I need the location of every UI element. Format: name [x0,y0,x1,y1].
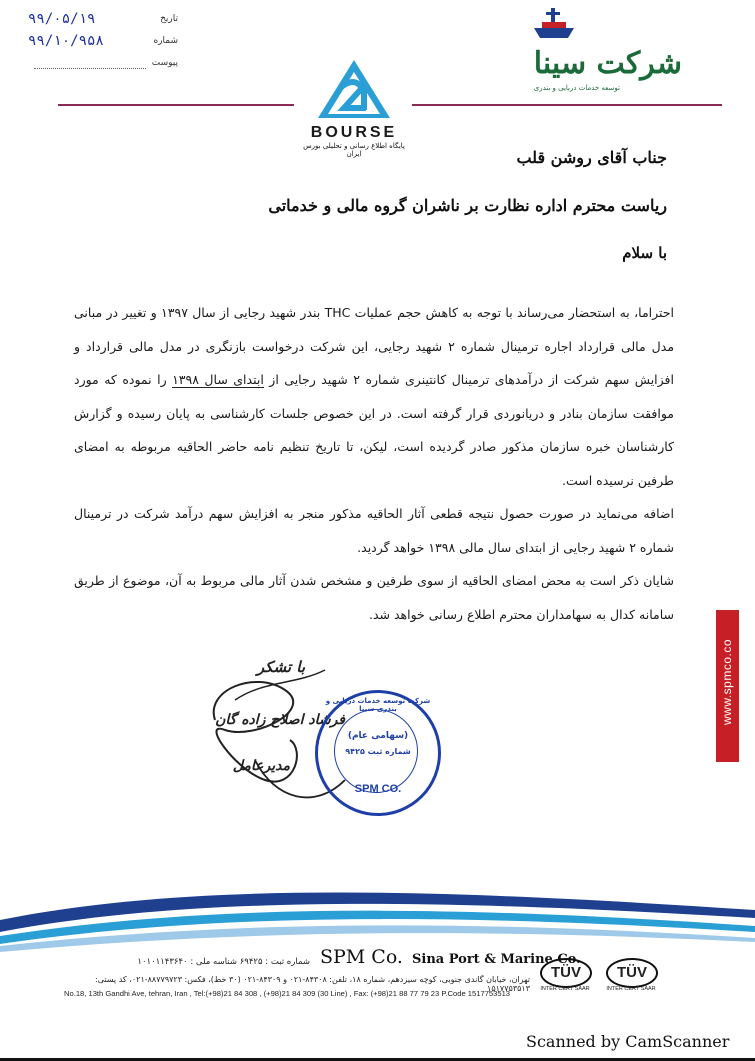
stamp-code: SPM CO. [354,783,402,795]
stamp-reg: شماره ثبت ۹۴۲۵ [345,747,411,756]
company-subtitle: توسعه خدمات دریایی و بندری [533,84,620,92]
tuv-cert-1-mark: TÜV [540,958,592,988]
tuv-cert-1-sub: INTER CERT SAAR [540,986,590,992]
paragraph-1 [74,296,674,497]
addressee-title: ریاست محترم اداره نظارت بر ناشران گروه مالی و خدماتی [268,196,667,215]
footer-registration: شماره ثبت : ۶۹۴۲۵ شناسه ملی : ۱۰۱۰۱۱۴۳۶۴۰ [137,957,310,967]
underlined-date: ابتدای سال ۱۳۹۸ [172,372,264,387]
attachment-row [28,52,178,74]
signatory-name: فرشاد اصلاح زاده گان [215,712,345,728]
tuv-cert-2 [606,958,658,1000]
attachment-label: پیوست [151,58,178,68]
paragraph-3: شایان ذکر است به محض امضای الحاقیه از سوی طرفین و مشخص شدن آثار مالی مربوط به آن، موضوع از طریق سامانه کدال به سهامداران محترم اطلاع رسانی خواهد شد. [74,573,674,622]
date-label: تاریخ [160,14,178,24]
stamp-ring-text: شرکت توسعه خدمات دریایی و بندری سینا [325,697,431,713]
company-name: شرکت سینا [533,46,682,81]
bourse-word: BOURSE [310,124,398,141]
bourse-logo [296,58,412,158]
letter-meta [28,8,178,74]
footer-address-en: No.18, 13th Gandhi Ave, tehran, Iran , Tel:(+98)21 84 308 , (+98)21 84 309 (30 Line) , Fax: (+98)21 88 77 79 23 P.Code 1517753513 [64,989,511,998]
signature-closing: با تشکر [256,658,305,676]
stamp-type: (سهامی عام) [347,731,409,741]
footer-company-name: Sina Port & Marine Co. [412,952,581,967]
tuv-cert-2-sub: INTER CERT SAAR [606,986,656,992]
tuv-cert-2-mark: TÜV [606,958,658,988]
company-stamp [315,690,441,816]
paragraph-1-part-a: احتراما، به استحضار می‌رساند با توجه به کاهش حجم عملیات THC بندر شهید رجایی از سال ۱۳۹۷ و تغییر در مبانی مدل مالی قرارداد اجاره ترمینال شماره ۲ شهید رجایی، این شرکت درخواست بازنگری در مدل مالی قرارداد و افزایش سهم شرکت از درآمدهای ترمینال کانتینری شماره ۲ شهید رجایی از [74,305,675,387]
addressee-name: جناب آقای روشن قلب [516,148,667,167]
scanner-watermark: Scanned by CamScanner [526,1032,730,1051]
number-label: شماره [153,36,178,46]
bourse-mark-icon [314,58,394,120]
letter-body [74,296,674,631]
tuv-cert-1 [540,958,592,1000]
paragraph-1-part-b: را نموده که مورد موافقت سازمان بنادر و دریانوردی قرار گرفته است. در این خصوص جلسات کارشناسی به پایان رسیده و گزارش کارشناسان خبره سازمان مذکور صادر گردیده است، لیکن، تا تاریخ تنظیم نامه حاضر الحاقیه مربوطه به امضای طرفین نرسیده است. [74,372,674,488]
ship-icon [532,6,576,42]
signatory-title: مدیرعامل [232,758,290,774]
greeting: با سلام [622,244,667,262]
company-logo [520,6,690,101]
attachment-dots [34,58,146,69]
website-url: www.spmco.co [720,638,734,726]
header-rule-left [58,104,294,106]
header-rule-right [412,104,722,106]
footer-address-fa: تهران، خیابان گاندی جنوبی، کوچه سیزدهم، شماره ۱۸، تلفن: ۸۴۳۰۸-۰۲۱ و ۸۴۳۰۹-۰۲۱ (۳۰ خط)، فکس: ۸۸۷۷۹۷۲۳-۰۲۱، کد پستی: ۱۵۱۷۷۵۳۵۱۳ [95,975,530,993]
website-strip [716,610,739,762]
footer-brand: SPM Co. [320,946,403,968]
date-value: ۹۹/۰۵/۱۹ [28,11,96,27]
paragraph-2: اضافه می‌نماید در صورت حصول نتیجه قطعی آثار الحاقیه مذکور منجر به افزایش سهم درآمد شرکت در ترمینال شماره ۲ شهید رجایی از ابتدای سال مالی ۱۳۹۸ خواهد گردید. [74,506,674,555]
date-row [28,8,178,30]
number-row [28,30,178,52]
number-value: ۹۹/۱۰/۹۵۸ [28,33,104,49]
bourse-subtitle: پایگاه اطلاع رسانی و تحلیلی بورس ایران [303,142,405,158]
